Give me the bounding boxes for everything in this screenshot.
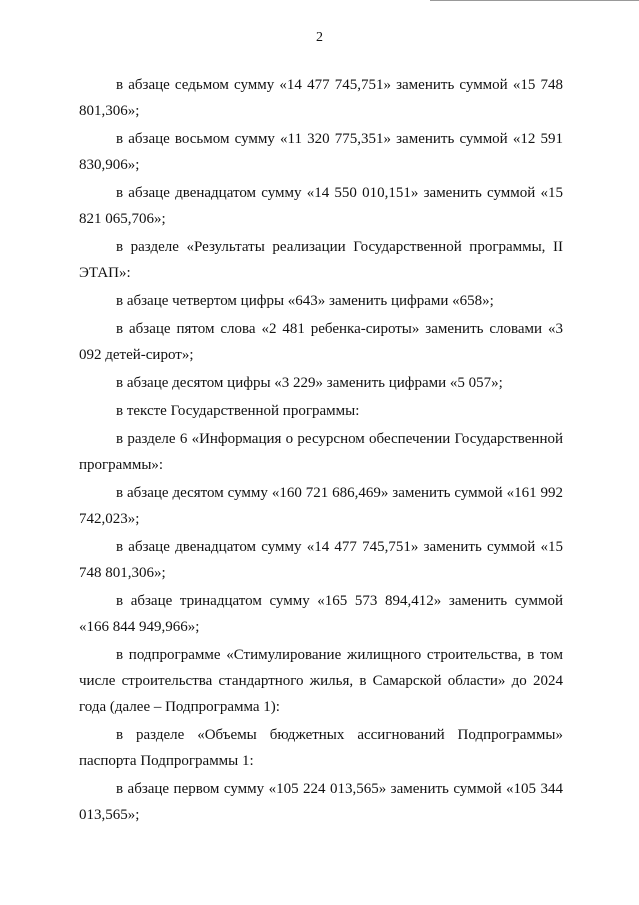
paragraph-amendment: в абзаце седьмом сумму «14 477 745,751» заменить суммой «15 748 801,306»; xyxy=(79,77,563,119)
paragraph-section-reference: в разделе «Результаты реализации Государственной программы, II ЭТАП»: xyxy=(79,239,563,281)
paragraph-amendment: в абзаце двенадцатом сумму «14 550 010,151» заменить суммой «15 821 065,706»; xyxy=(79,185,563,227)
paragraph-section-reference: в разделе 6 «Информация о ресурсном обеспечении Государственной программы»: xyxy=(79,431,563,473)
paragraph-subprogram-reference: в подпрограмме «Стимулирование жилищного строительства, в том числе строительства стандартного жилья, в Самарской области» до 2024 года (далее – Подпрограмма 1): xyxy=(79,647,563,715)
paragraph-section-reference: в разделе «Объемы бюджетных ассигнований Подпрограммы» паспорта Подпрограммы 1: xyxy=(79,727,563,769)
paragraph-amendment: в абзаце десятом цифры «3 229» заменить цифрами «5 057»; xyxy=(116,375,503,391)
scan-edge-line xyxy=(430,0,639,1)
paragraph-amendment: в абзаце пятом слова «2 481 ребенка-сироты» заменить словами «3 092 детей-сирот»; xyxy=(79,321,563,363)
paragraph-amendment: в абзаце восьмом сумму «11 320 775,351» заменить суммой «12 591 830,906»; xyxy=(79,131,563,173)
page-number: 2 xyxy=(316,30,323,45)
document-body xyxy=(79,72,563,830)
paragraph-amendment: в абзаце четвертом цифры «643» заменить цифрами «658»; xyxy=(116,293,494,309)
paragraph-amendment: в абзаце тринадцатом сумму «165 573 894,412» заменить суммой «166 844 949,966»; xyxy=(79,593,563,635)
paragraph-amendment: в абзаце двенадцатом сумму «14 477 745,751» заменить суммой «15 748 801,306»; xyxy=(79,539,563,581)
paragraph-amendment: в абзаце десятом сумму «160 721 686,469» заменить суммой «161 992 742,023»; xyxy=(79,485,563,527)
paragraph-section-reference: в тексте Государственной программы: xyxy=(116,403,360,419)
paragraph-amendment: в абзаце первом сумму «105 224 013,565» заменить суммой «105 344 013,565»; xyxy=(79,781,563,823)
